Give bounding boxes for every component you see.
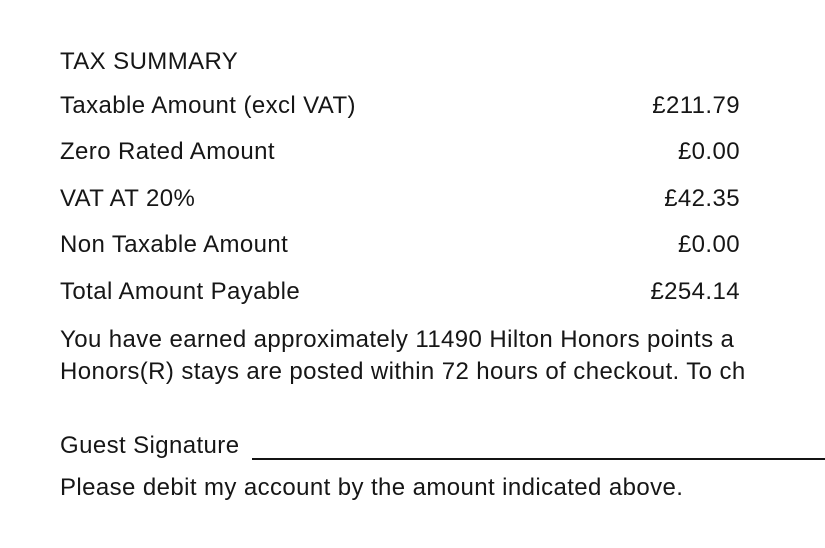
tax-row-value: £0.00 <box>677 231 740 258</box>
tax-row-non-taxable-amount <box>60 231 740 259</box>
tax-row-value: £0.00 <box>677 138 740 165</box>
tax-row-value: £254.14 <box>650 278 740 305</box>
debit-authorization-note: Please debit my account by the amount indicated above. <box>60 474 684 501</box>
tax-row-label: Total Amount Payable <box>60 278 301 305</box>
tax-row-label: Zero Rated Amount <box>60 138 275 165</box>
guest-signature-label: Guest Signature <box>60 432 240 459</box>
section-title: TAX SUMMARY <box>60 48 239 75</box>
honors-points-note <box>60 324 825 388</box>
signature-line <box>252 431 825 460</box>
tax-row-label: Non Taxable Amount <box>60 231 289 258</box>
guest-signature-row <box>60 431 825 461</box>
honors-note-line-2: Honors(R) stays are posted within 72 hours of checkout. To ch <box>60 358 746 385</box>
tax-row-vat <box>60 185 740 213</box>
tax-row-label: VAT AT 20% <box>60 185 196 212</box>
tax-row-value: £211.79 <box>652 92 740 119</box>
tax-row-zero-rated-amount <box>60 138 740 166</box>
tax-row-label: Taxable Amount (excl VAT) <box>60 92 356 119</box>
honors-note-line-1: You have earned approximately 11490 Hilton Honors points a <box>60 326 735 353</box>
tax-row-taxable-amount <box>60 92 740 120</box>
tax-row-total-amount-payable <box>60 278 740 306</box>
tax-row-value: £42.35 <box>664 185 740 212</box>
